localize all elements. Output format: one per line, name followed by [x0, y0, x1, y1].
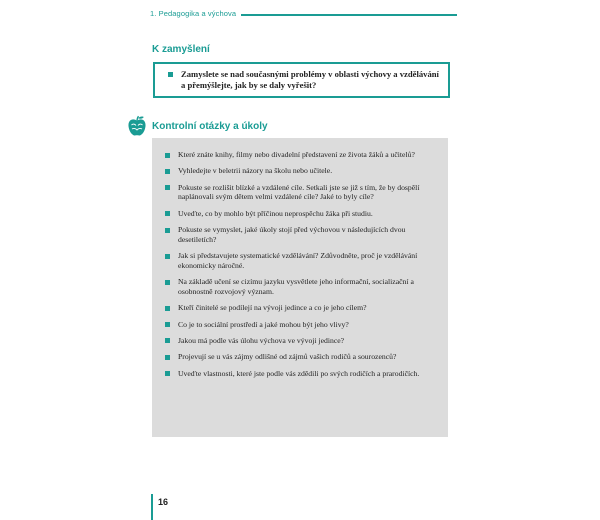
bullet-square-icon — [165, 228, 170, 233]
header-rule — [241, 14, 457, 16]
question-text: Na základě učení se cizímu jazyku vysvětlete jeho informační, socializační a osobnostně rozvojový význam. — [178, 277, 414, 296]
question-item — [152, 352, 448, 362]
chapter-header: 1. Pedagogika a výchova — [150, 9, 237, 18]
question-item — [152, 277, 448, 296]
question-text: Jakou má podle vás úlohu výchova ve vývoji jedince? — [178, 335, 345, 345]
question-text: Pokuste se rozlišit blízké a vzdálené cíle. Setkali jste se již s tím, že by dospělí naplánovali svým dětem velmi vzdálené cíle? Jaké to byly cíle? — [178, 182, 420, 202]
question-text: Co je to sociální prostředí a jaké mohou být jeho vlivy? — [178, 319, 349, 329]
page-number-rule — [151, 494, 153, 520]
question-text: Kteří činitelé se podílejí na vývoji jedince a co je jeho cílem? — [178, 303, 367, 313]
bullet-square-icon — [165, 371, 170, 376]
bullet-square-icon — [165, 169, 170, 174]
bullet-square-icon — [168, 72, 173, 77]
question-item — [152, 320, 448, 330]
question-item — [152, 303, 448, 313]
questions-list — [152, 150, 448, 385]
question-text: Vyhledejte v beletrii názory na školu nebo učitele. — [178, 166, 333, 176]
question-text: Jak si představujete systematické vzdělávání? Zdůvodněte, proč je vzdělávání ekonomicky náročné. — [178, 251, 418, 270]
questions-panel — [152, 138, 448, 437]
bullet-square-icon — [165, 185, 170, 190]
bullet-square-icon — [165, 306, 170, 311]
question-item — [152, 166, 448, 176]
page-number: 16 — [158, 497, 169, 507]
reflection-box — [153, 62, 450, 98]
question-text: Uveďte vlastnosti, které jste podle vás zdědili po svých rodičích a prarodičích. — [178, 368, 420, 378]
question-item — [152, 209, 448, 219]
question-item — [152, 251, 448, 270]
reflection-text: Zamyslete se nad současnými problémy v oblasti výchovy a vzdělávání a přemýšlejte, jak by se daly vyřešit? — [181, 69, 439, 90]
question-item — [152, 369, 448, 379]
question-text: Pokuste se vymyslet, jaké úkoly stojí před výchovou v následujících dvou desetiletích? — [178, 225, 406, 244]
question-text: Projevují se u vás zájmy odlišné od zájmů vašich rodičů a sourozenců? — [178, 352, 397, 362]
question-item — [152, 225, 448, 244]
bullet-square-icon — [165, 254, 170, 259]
apple-icon — [127, 115, 147, 137]
bullet-square-icon — [165, 153, 170, 158]
question-text: Které znáte knihy, filmy nebo divadelní představení ze života žáků a učitelů? — [178, 150, 415, 159]
question-text: Uveďte, co by mohlo být příčinou neprospěchu žáka při studiu. — [178, 208, 373, 218]
reflection-heading: K zamyšlení — [152, 44, 210, 55]
question-item — [152, 336, 448, 346]
bullet-square-icon — [165, 355, 170, 360]
question-item — [152, 183, 448, 202]
bullet-square-icon — [165, 322, 170, 327]
bullet-square-icon — [165, 211, 170, 216]
bullet-square-icon — [165, 280, 170, 285]
bullet-square-icon — [165, 338, 170, 343]
question-item — [152, 150, 448, 160]
questions-heading: Kontrolní otázky a úkoly — [152, 121, 268, 132]
